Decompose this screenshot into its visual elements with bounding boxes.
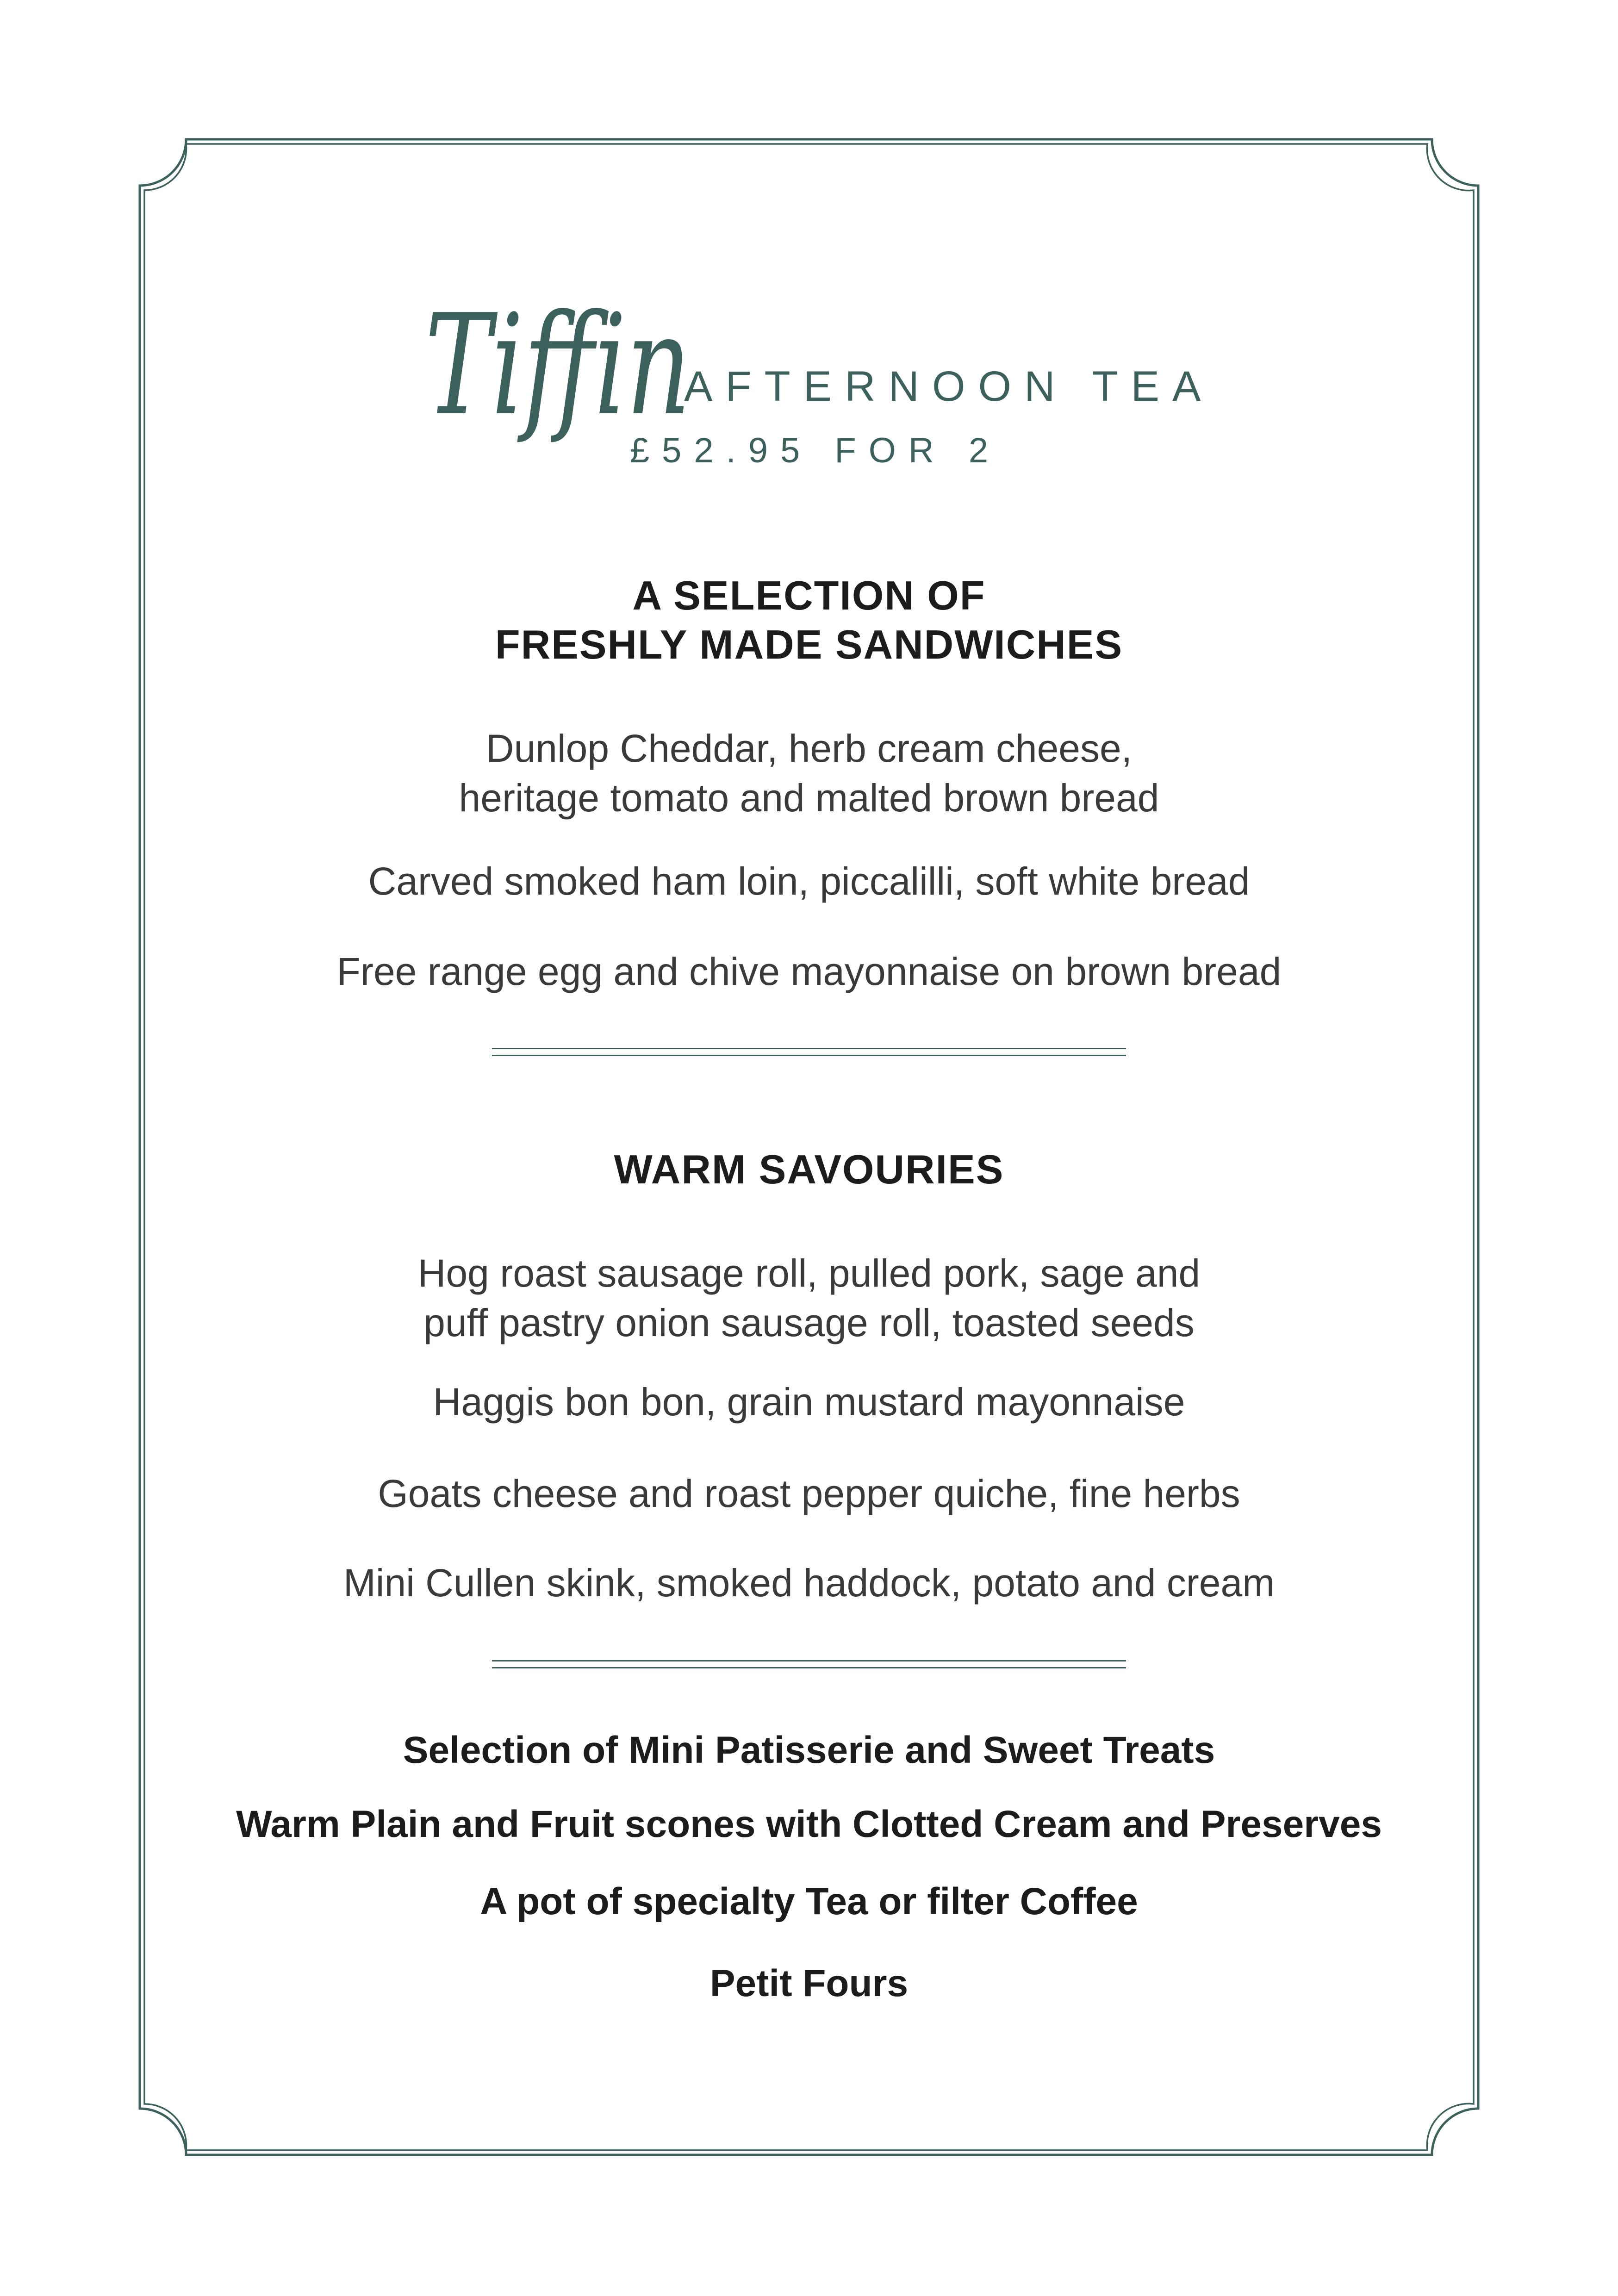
finale-item-line: Warm Plain and Fruit scones with Clotted Cream and Preserves (236, 1803, 1382, 1845)
menu-item-line: puff pastry onion sausage roll, toasted seeds (423, 1301, 1195, 1344)
sandwiches-heading-line2: FRESHLY MADE SANDWICHES (495, 622, 1123, 667)
sandwiches-heading-line1: A SELECTION OF (632, 572, 986, 618)
savouries-heading: WARM SAVOURIES (614, 1146, 1004, 1192)
menu-item-line: heritage tomato and malted brown bread (459, 776, 1159, 820)
menu-item-line: Haggis bon bon, grain mustard mayonnaise (433, 1380, 1185, 1424)
finale-item-line: Selection of Mini Patisserie and Sweet Treats (403, 1729, 1215, 1771)
menu-item-line: Free range egg and chive mayonnaise on brown bread (336, 950, 1282, 993)
section-divider (492, 1048, 1126, 1056)
section-divider (492, 1660, 1126, 1668)
menu-item-line: Goats cheese and roast pepper quiche, fine herbs (378, 1472, 1240, 1515)
brand-caps-afternoon-tea: AFTERNOON TEA (684, 363, 1214, 410)
menu-item-line: Carved smoked ham loin, piccalilli, soft white bread (368, 859, 1250, 903)
price-line: £52.95 FOR 2 (629, 431, 1001, 470)
menu-item-line: Hog roast sausage roll, pulled pork, sage and (417, 1251, 1201, 1295)
finale-item-line: Petit Fours (709, 1962, 909, 2004)
brand-script-tiffin: Tiffin (425, 285, 691, 446)
menu-item-line: Dunlop Cheddar, herb cream cheese, (485, 727, 1133, 770)
finale-item-line: A pot of specialty Tea or filter Coffee (480, 1880, 1138, 1923)
menu-item-line: Mini Cullen skink, smoked haddock, potato and cream (343, 1561, 1275, 1605)
